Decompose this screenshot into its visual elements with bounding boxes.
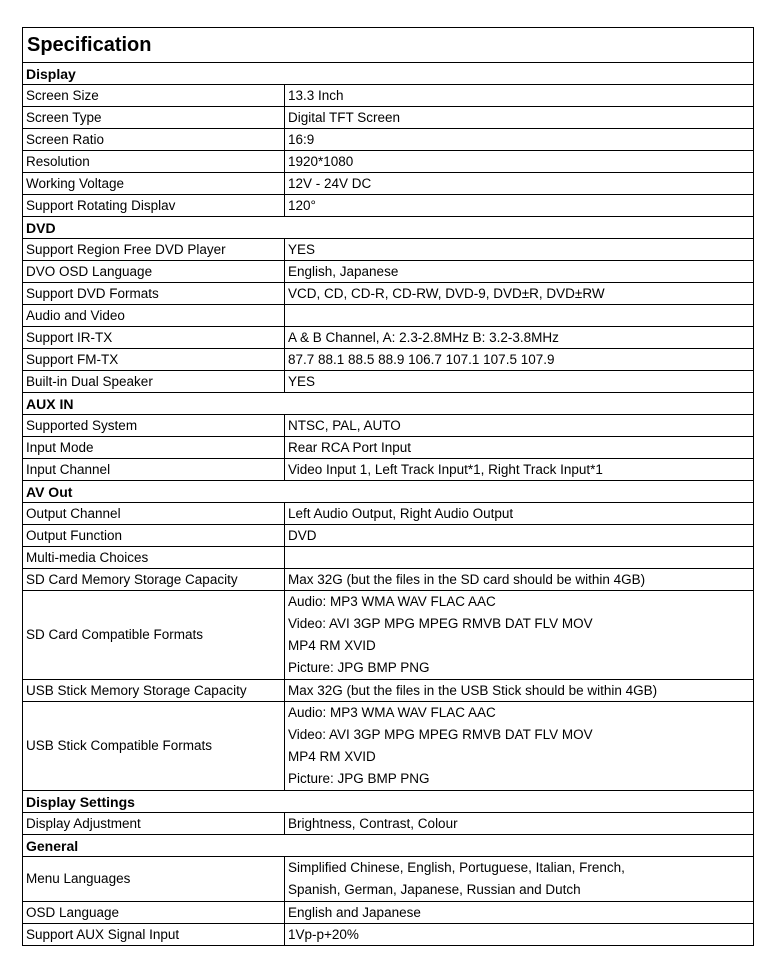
section-header-row: [23, 835, 754, 857]
spec-row: [23, 239, 754, 261]
spec-label: Support Rotating Displav: [23, 195, 285, 217]
spec-label: Support DVD Formats: [23, 283, 285, 305]
spec-value: 87.7 88.1 88.5 88.9 106.7 107.1 107.5 107.9: [285, 349, 754, 371]
spec-value: 13.3 Inch: [285, 85, 754, 107]
spec-row: [23, 371, 754, 393]
spec-row: [23, 503, 754, 525]
spec-label: Screen Size: [23, 85, 285, 107]
spec-row: [23, 415, 754, 437]
spec-value: Video Input 1, Left Track Input*1, Right Track Input*1: [285, 459, 754, 481]
spec-value-line: Video: AVI 3GP MPG MPEG RMVB DAT FLV MOV: [288, 727, 593, 742]
spec-row: [23, 151, 754, 173]
spec-row: [23, 902, 754, 924]
spec-label: Built-in Dual Speaker: [23, 371, 285, 393]
section-title: DVD: [23, 217, 754, 239]
spec-value-line: Picture: JPG BMP PNG: [288, 771, 430, 786]
spec-value: Brightness, Contrast, Colour: [285, 813, 754, 835]
spec-value: [285, 857, 754, 902]
spec-row: [23, 857, 754, 902]
spec-row: [23, 129, 754, 151]
spec-value-line: Audio: MP3 WMA WAV FLAC AAC: [288, 705, 496, 720]
spec-label: Menu Languages: [23, 857, 285, 902]
spec-label: Input Mode: [23, 437, 285, 459]
spec-label: SD Card Compatible Formats: [23, 591, 285, 680]
spec-row: [23, 305, 754, 327]
spec-label: SD Card Memory Storage Capacity: [23, 569, 285, 591]
spec-label: Input Channel: [23, 459, 285, 481]
spec-label: Working Voltage: [23, 173, 285, 195]
spec-value: Rear RCA Port Input: [285, 437, 754, 459]
spec-value: 1Vp-p+20%: [285, 924, 754, 946]
spec-label: USB Stick Compatible Formats: [23, 702, 285, 791]
spec-value: NTSC, PAL, AUTO: [285, 415, 754, 437]
spec-row: [23, 107, 754, 129]
section-title: Display Settings: [23, 791, 754, 813]
spec-value-line: MP4 RM XVID: [288, 638, 376, 653]
section-header-row: [23, 393, 754, 415]
spec-row: [23, 349, 754, 371]
spec-value: YES: [285, 239, 754, 261]
spec-value: A & B Channel, A: 2.3-2.8MHz B: 3.2-3.8MHz: [285, 327, 754, 349]
section-title: General: [23, 835, 754, 857]
spec-value: YES: [285, 371, 754, 393]
spec-row: [23, 813, 754, 835]
spec-value: Digital TFT Screen: [285, 107, 754, 129]
spec-row: [23, 547, 754, 569]
title-row: [23, 28, 754, 63]
spec-label: OSD Language: [23, 902, 285, 924]
spec-value: 12V - 24V DC: [285, 173, 754, 195]
spec-value: 120°: [285, 195, 754, 217]
spec-label: Support FM-TX: [23, 349, 285, 371]
section-header-row: [23, 217, 754, 239]
spec-value: [285, 702, 754, 791]
spec-value: [285, 305, 754, 327]
spec-label: Multi-media Choices: [23, 547, 285, 569]
spec-value-line: Spanish, German, Japanese, Russian and Dutch: [288, 882, 581, 897]
section-title: Display: [23, 63, 754, 85]
spec-row: [23, 924, 754, 946]
spec-value: 1920*1080: [285, 151, 754, 173]
spec-row: [23, 702, 754, 791]
section-header-row: [23, 63, 754, 85]
spec-value: Max 32G (but the files in the USB Stick should be within 4GB): [285, 680, 754, 702]
spec-row: [23, 195, 754, 217]
spec-label: DVO OSD Language: [23, 261, 285, 283]
spec-label: Support Region Free DVD Player: [23, 239, 285, 261]
spec-label: Screen Ratio: [23, 129, 285, 151]
spec-row: [23, 437, 754, 459]
spec-value-line: Simplified Chinese, English, Portuguese, Italian, French,: [288, 860, 625, 875]
spec-value: Left Audio Output, Right Audio Output: [285, 503, 754, 525]
spec-row: [23, 327, 754, 349]
table-title: Specification: [23, 28, 754, 63]
spec-value: [285, 591, 754, 680]
section-header-row: [23, 481, 754, 503]
spec-label: Audio and Video: [23, 305, 285, 327]
spec-value: VCD, CD, CD-R, CD-RW, DVD-9, DVD±R, DVD±RW: [285, 283, 754, 305]
spec-label: Supported System: [23, 415, 285, 437]
section-title: AUX IN: [23, 393, 754, 415]
spec-value: English, Japanese: [285, 261, 754, 283]
spec-row: [23, 525, 754, 547]
spec-value-line: MP4 RM XVID: [288, 749, 376, 764]
spec-row: [23, 283, 754, 305]
spec-row: [23, 173, 754, 195]
spec-label: Screen Type: [23, 107, 285, 129]
section-header-row: [23, 791, 754, 813]
spec-label: Display Adjustment: [23, 813, 285, 835]
spec-label: Support AUX Signal Input: [23, 924, 285, 946]
spec-row: [23, 261, 754, 283]
section-title: AV Out: [23, 481, 754, 503]
spec-label: Output Channel: [23, 503, 285, 525]
spec-value: 16:9: [285, 129, 754, 151]
spec-row: [23, 569, 754, 591]
spec-value: DVD: [285, 525, 754, 547]
spec-row: [23, 680, 754, 702]
spec-value: Max 32G (but the files in the SD card should be within 4GB): [285, 569, 754, 591]
spec-value-line: Audio: MP3 WMA WAV FLAC AAC: [288, 594, 496, 609]
spec-row: [23, 591, 754, 680]
spec-value: English and Japanese: [285, 902, 754, 924]
spec-label: USB Stick Memory Storage Capacity: [23, 680, 285, 702]
spec-value: [285, 547, 754, 569]
spec-value-line: Video: AVI 3GP MPG MPEG RMVB DAT FLV MOV: [288, 616, 593, 631]
spec-value-line: Picture: JPG BMP PNG: [288, 660, 430, 675]
spec-label: Resolution: [23, 151, 285, 173]
spec-label: Support IR-TX: [23, 327, 285, 349]
spec-label: Output Function: [23, 525, 285, 547]
specification-table: [22, 27, 754, 946]
spec-row: [23, 459, 754, 481]
spec-row: [23, 85, 754, 107]
